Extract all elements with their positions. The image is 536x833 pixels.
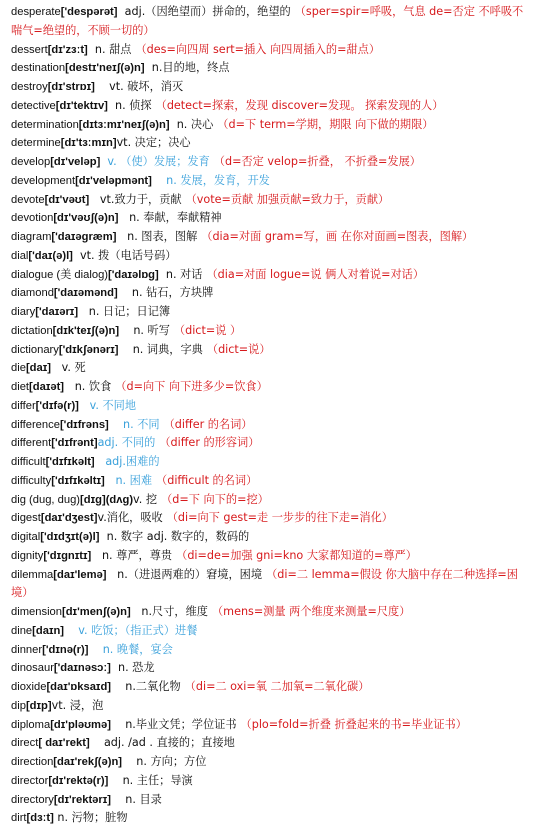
phonetic: [daɪn] xyxy=(32,624,65,637)
spacer xyxy=(145,61,152,74)
definition: n. 发展，发育，开发 xyxy=(166,173,270,187)
headword: direction xyxy=(11,756,54,768)
phonetic: [dɪ'strɒɪ] xyxy=(47,81,95,93)
mnemonic-note: （sper=spir=呼吸，气息 de=否定 不呼吸不喘气=绝望的，不顾一切的） xyxy=(11,5,524,37)
definition: vt. 决定；决心 xyxy=(116,136,191,150)
spacer xyxy=(64,624,78,637)
headword: dictation xyxy=(11,324,53,337)
phonetic: [dɪk'teɪʃ(ə)n] xyxy=(52,324,120,337)
vocab-entry xyxy=(11,378,530,397)
definition: adj. 不同的 xyxy=(97,436,156,450)
headword: dip xyxy=(11,699,26,712)
spacer xyxy=(88,43,95,56)
vocab-entry xyxy=(11,791,530,810)
vocab-entry xyxy=(11,134,530,153)
headword: dine xyxy=(11,624,33,637)
definition: n. 词典，字典 xyxy=(132,342,203,356)
headword: diamond xyxy=(11,287,54,300)
definition: n. 奉献，奉献精神 xyxy=(129,211,222,225)
headword: director xyxy=(11,774,49,787)
phonetic: ['daɪnəsɔː] xyxy=(53,662,111,675)
definition: v. （使）发展；发育 xyxy=(107,155,210,168)
mnemonic-note: （d=否定 velop=折叠， 不折叠=发展） xyxy=(213,155,421,168)
phonetic: ['dɪdʒɪt(ə)l] xyxy=(40,531,100,543)
phonetic: ['daɪəlɒg] xyxy=(108,268,159,281)
headword: dignity xyxy=(11,549,44,562)
definition: n. 主任；导演 xyxy=(122,773,193,787)
vocab-entry xyxy=(11,734,530,753)
vocab-entry xyxy=(11,753,530,772)
vocab-entry xyxy=(11,491,530,510)
mnemonic-note: （di=向下 gest=走 一步步的往下走=消化） xyxy=(166,511,393,525)
definition: n.尺寸，维度 xyxy=(141,605,208,618)
definition: v. 不同地 xyxy=(89,398,137,412)
definition: v. 挖 xyxy=(133,492,158,506)
vocab-entry xyxy=(11,397,530,416)
spacer xyxy=(108,99,115,112)
spacer xyxy=(106,568,117,581)
vocab-entry xyxy=(11,678,530,697)
headword: dictionary xyxy=(11,343,59,356)
phonetic: ['dɪfə(r)] xyxy=(35,399,79,412)
headword: diploma xyxy=(11,718,51,731)
definition: n. 恐龙 xyxy=(117,661,155,675)
headword: dimension xyxy=(11,606,62,618)
definition: adj. /ad . 直接的；直接地 xyxy=(103,736,235,750)
spacer xyxy=(111,661,118,674)
headword: differ xyxy=(11,399,36,412)
headword: devote xyxy=(11,193,45,206)
headword: dirt xyxy=(11,812,27,825)
spacer xyxy=(73,249,80,262)
headword: devotion xyxy=(11,212,54,225)
vocab-entry xyxy=(11,528,530,547)
mnemonic-note: （difficult 的名词） xyxy=(156,473,258,487)
vocab-entry xyxy=(11,3,530,41)
phonetic: ['dɪgnɪtɪ] xyxy=(43,549,92,562)
spacer xyxy=(131,605,142,618)
vocab-entry xyxy=(11,659,530,678)
spacer xyxy=(119,324,133,337)
vocab-entry xyxy=(11,247,530,266)
vocab-entry xyxy=(11,266,530,285)
vocab-entry xyxy=(11,697,530,716)
spacer xyxy=(90,736,104,749)
vocab-entry xyxy=(11,416,530,435)
headword: difficulty xyxy=(11,474,52,487)
phonetic: [dɪ'vəʊt] xyxy=(44,193,90,206)
spacer xyxy=(159,268,166,281)
mnemonic-note: （dict=说 ） xyxy=(173,323,242,337)
headword: destination xyxy=(11,62,66,75)
definition: vt. 拨（电话号码） xyxy=(80,248,177,262)
headword: diagram xyxy=(11,231,52,243)
phonetic: [daɪ] xyxy=(25,362,51,375)
spacer xyxy=(116,230,127,243)
phonetic: ['despərət] xyxy=(60,6,118,18)
phonetic: [dɪg](dʌg) xyxy=(80,493,134,506)
definition: n.二氧化物 xyxy=(125,680,181,693)
phonetic: ['daɪəmənd] xyxy=(53,287,118,300)
definition: n.（进退两难的）窘境，困境 xyxy=(117,567,263,581)
vocab-entry xyxy=(11,547,530,566)
phonetic: ['dɪfrənt] xyxy=(51,437,98,450)
phonetic: [destɪ'neɪʃ(ə)n] xyxy=(65,62,145,75)
phonetic: [dɪ'tɜːmɪn] xyxy=(60,137,117,150)
phonetic: [dɪ'menʃ(ə)n] xyxy=(62,606,131,618)
spacer xyxy=(111,718,125,731)
spacer xyxy=(95,455,106,468)
phonetic: [dɪ'tektɪv] xyxy=(55,99,108,112)
headword: dinner xyxy=(11,643,43,656)
headword: digest xyxy=(11,512,41,525)
definition: n. 数字 adj. 数字的，数码的 xyxy=(106,530,250,543)
headword: directory xyxy=(11,793,54,806)
definition: adj.（因绝望而）拼命的，绝望的 xyxy=(124,5,291,18)
vocab-entry xyxy=(11,41,530,60)
definition: v. 吃饭；（指正式）进餐 xyxy=(78,623,198,637)
vocab-entry xyxy=(11,228,530,247)
spacer xyxy=(118,5,125,18)
headword: diary xyxy=(11,306,36,318)
definition: n. 方向；方位 xyxy=(136,755,207,768)
spacer xyxy=(64,380,75,393)
phonetic: [dɪtɜːmɪ'neɪʃ(ə)n] xyxy=(78,118,170,131)
vocab-entry xyxy=(11,322,530,341)
spacer xyxy=(152,174,166,187)
phonetic: [daɪ'ɒksaɪd] xyxy=(46,681,112,693)
definition: n. 钻石，方块牌 xyxy=(131,286,214,300)
phonetic: [dɪ'pləʊmə] xyxy=(50,718,111,731)
headword: different xyxy=(11,437,52,450)
vocab-entry xyxy=(11,341,530,360)
phonetic: [dɪp] xyxy=(25,699,52,712)
spacer xyxy=(91,549,102,562)
headword: dinosaur xyxy=(11,662,54,675)
headword: difficult xyxy=(11,456,46,468)
definition: n. 日记；日记簿 xyxy=(88,305,171,318)
phonetic: ['dɪfrəns] xyxy=(59,418,109,431)
mnemonic-note: （detect=探索，发现 discover=发现。 探索发现的人） xyxy=(155,98,444,112)
phonetic: [ daɪ'rekt] xyxy=(38,737,90,750)
definition: n. 甜点 xyxy=(94,42,132,56)
definition: n. 污物；脏物 xyxy=(57,811,128,825)
spacer xyxy=(105,474,116,487)
vocab-entry xyxy=(11,809,530,828)
mnemonic-note: （d=下 term=学期，期限 向下做的期限） xyxy=(217,117,434,131)
vocab-entry xyxy=(11,209,530,228)
phonetic: ['dɪnə(r)] xyxy=(42,643,89,656)
headword: detective xyxy=(11,99,56,112)
phonetic: [dɪ'zɜːt] xyxy=(47,43,88,56)
vocab-entry xyxy=(11,97,530,116)
phonetic: [dɪ'vəʊʃ(ə)n] xyxy=(53,212,119,225)
mnemonic-note: （mens=测量 两个维度来测量=尺度） xyxy=(211,605,411,618)
phonetic: [dɜːt] xyxy=(26,812,54,825)
definition: vt. 浸，泡 xyxy=(51,698,104,712)
headword: dig (dug, dug) xyxy=(11,493,81,506)
spacer xyxy=(109,418,123,431)
spacer xyxy=(118,211,129,224)
phonetic: ['daɪ(ə)l] xyxy=(28,249,73,262)
mnemonic-note: （dia=对面 logue=说 俩人对着说=对话） xyxy=(206,267,425,281)
vocab-entry xyxy=(11,303,530,322)
definition: vt. 破坏，消灭 xyxy=(109,80,184,93)
vocab-entry xyxy=(11,434,530,453)
spacer xyxy=(51,361,62,374)
spacer xyxy=(170,118,177,131)
mnemonic-note: （dia=对面 gram=写，画 在你对面画=图表，图解） xyxy=(201,230,474,243)
mnemonic-note: （differ 的名词） xyxy=(163,417,253,431)
headword: dial xyxy=(11,249,29,262)
phonetic: ['daɪəgræm] xyxy=(51,231,117,243)
definition: n. 图表，图解 xyxy=(127,230,198,243)
vocab-entry xyxy=(11,772,530,791)
vocab-entry xyxy=(11,116,530,135)
definition: vt.致力于，贡献 xyxy=(99,192,182,206)
mnemonic-note: （differ 的形容词） xyxy=(159,436,260,450)
phonetic: [dɪ'veləp] xyxy=(50,156,101,168)
phonetic: ['dɪkʃənərɪ] xyxy=(58,343,119,356)
definition: n. 困难 xyxy=(115,473,153,487)
vocab-entry xyxy=(11,472,530,491)
headword: die xyxy=(11,362,26,375)
spacer xyxy=(95,80,109,93)
mnemonic-note: （di=二 oxi=氧 二加氧=二氧化碳） xyxy=(184,680,370,693)
definition: n. 尊严，尊贵 xyxy=(101,548,173,562)
spacer xyxy=(78,305,89,318)
spacer xyxy=(108,774,122,787)
headword: determine xyxy=(11,137,61,150)
vocab-entry xyxy=(11,359,530,378)
mnemonic-note: （plo=fold=折叠 折叠起来的书=毕业证书） xyxy=(240,717,467,731)
headword: diet xyxy=(11,381,30,393)
vocab-entry xyxy=(11,153,530,172)
phonetic: [dɪ'rektərɪ] xyxy=(53,793,112,806)
headword: development xyxy=(11,174,76,187)
headword: digital xyxy=(11,531,41,543)
headword: develop xyxy=(11,156,51,168)
mnemonic-note: （dict=说） xyxy=(206,342,271,356)
phonetic: [daɪ'lemə] xyxy=(53,568,107,581)
mnemonic-note: （des=向四周 sert=插入 向四周插入的=甜点） xyxy=(135,42,381,56)
definition: n. 听写 xyxy=(133,323,170,337)
headword: dialogue (美 dialog) xyxy=(11,268,109,281)
definition: n. 目录 xyxy=(125,792,162,806)
vocab-entry xyxy=(11,172,530,191)
vocab-entry xyxy=(11,284,530,303)
definition: n. 晚餐，宴会 xyxy=(102,642,173,656)
vocab-entry xyxy=(11,716,530,735)
spacer xyxy=(79,399,90,412)
phonetic: ['daɪərɪ] xyxy=(35,306,79,318)
headword: destroy xyxy=(11,81,48,93)
definition: n.毕业文凭；学位证书 xyxy=(125,717,237,731)
definition: v. 死 xyxy=(61,361,86,375)
spacer xyxy=(99,530,106,543)
headword: determination xyxy=(11,118,79,131)
mnemonic-note: （d=向下 向下进多少=饮食） xyxy=(115,380,268,393)
headword: dilemma xyxy=(11,568,54,581)
definition: n. 饮食 xyxy=(74,380,112,393)
spacer xyxy=(118,343,132,356)
mnemonic-note: （di=二 lemma=假设 你大脑中存在二种选择=困境） xyxy=(11,567,518,600)
headword: difference xyxy=(11,418,60,431)
vocab-entry xyxy=(11,191,530,210)
spacer xyxy=(111,680,125,693)
vocab-entry xyxy=(11,509,530,528)
vocab-entry xyxy=(11,453,530,472)
phonetic: [daɪ'dʒest] xyxy=(40,512,98,525)
vocab-entry xyxy=(11,641,530,660)
definition: n.目的地，终点 xyxy=(151,61,230,75)
headword: direct xyxy=(11,737,39,750)
spacer xyxy=(89,193,100,206)
definition: v.消化，吸收 xyxy=(97,511,163,525)
mnemonic-note: （vote=贡献 加强贡献=致力于，贡献） xyxy=(185,192,390,206)
headword: desperate xyxy=(11,6,61,18)
definition: n. 决心 xyxy=(176,117,214,131)
phonetic: [dɪ'rektə(r)] xyxy=(48,774,109,787)
headword: dessert xyxy=(11,43,48,56)
spacer xyxy=(122,755,136,768)
spacer xyxy=(118,286,132,299)
vocab-entry xyxy=(11,622,530,641)
vocab-entry xyxy=(11,603,530,622)
phonetic: [daɪ'rekʃ(ə)n] xyxy=(53,756,123,768)
definition: n. 侦探 xyxy=(115,98,152,112)
spacer xyxy=(111,793,125,806)
spacer xyxy=(88,643,102,656)
definition: n. 对话 xyxy=(165,267,203,281)
headword: dioxide xyxy=(11,681,47,693)
definition: adj.困难的 xyxy=(105,455,160,468)
phonetic: [daɪət] xyxy=(29,381,65,393)
definition: n. 不同 xyxy=(123,417,160,431)
phonetic: [dɪ'veləpmənt] xyxy=(75,174,152,187)
mnemonic-note: （di=de=加强 gni=kno 大家都知道的=尊严） xyxy=(176,548,417,562)
vocab-entry xyxy=(11,78,530,97)
vocab-entry xyxy=(11,59,530,78)
phonetic: ['dɪfɪkəlt] xyxy=(45,456,95,468)
mnemonic-note: （d=下 向下的=挖） xyxy=(161,492,269,506)
vocab-entry xyxy=(11,566,530,604)
phonetic: ['dɪfɪkəltɪ] xyxy=(51,474,105,487)
